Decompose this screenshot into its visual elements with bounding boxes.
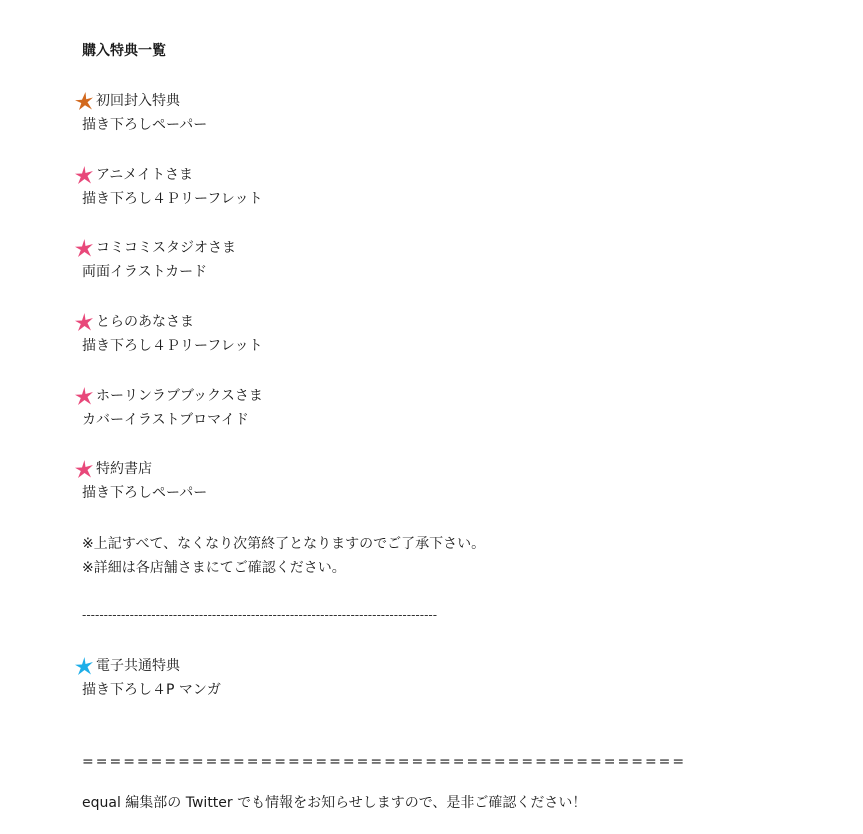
section-header [74, 656, 774, 676]
section-title: 初回封入特典 [96, 93, 180, 109]
orange-star-icon [74, 91, 94, 111]
section-description: 描き下ろし４Ｐリーフレット [82, 338, 263, 354]
pink-star-icon [74, 238, 94, 258]
pink-star-icon [74, 312, 94, 332]
pink-star-icon [74, 386, 94, 406]
section-description: 描き下ろしペーパー [82, 117, 208, 133]
section-description: 両面イラストカード [82, 264, 208, 280]
equals-separator: ============================================ [82, 754, 687, 770]
section-title: コミコミスタジオさま [96, 240, 236, 256]
note-line: ※上記すべて、なくなり次第終了となりますのでご了承下さい。 [82, 536, 486, 552]
section-header [74, 165, 774, 185]
section-partner-bookstores [74, 459, 774, 503]
section-animate [74, 165, 774, 209]
section-header [74, 91, 774, 111]
section-header [74, 386, 774, 406]
section-title: 特約書店 [96, 461, 152, 477]
section-header [74, 459, 774, 479]
footer-text: equal 編集部の Twitter でも情報をお知らせしますので、是非ご確認ください！ [82, 795, 587, 811]
section-comicomi-studio [74, 238, 774, 282]
section-title: とらのあなさま [96, 314, 194, 330]
section-first-print-bonus [74, 91, 774, 135]
dash-separator: ---------------------------------------------------------------------------------- [82, 608, 438, 622]
section-description: 描き下ろし４Ｐリーフレット [82, 191, 263, 207]
section-toranoana [74, 312, 774, 356]
notes [82, 532, 485, 580]
note-line: ※詳細は各店舗さまにてご確認ください。 [82, 560, 346, 576]
section-title: ホーリンラブブックスさま [96, 388, 263, 404]
blue-star-icon [74, 656, 94, 676]
section-description: 描き下ろし４P マンガ [82, 682, 221, 698]
section-header [74, 312, 774, 332]
section-title: アニメイトさま [96, 167, 194, 183]
section-header [74, 238, 774, 258]
section-description: 描き下ろしペーパー [82, 485, 208, 501]
page-title: 購入特典一覧 [82, 43, 166, 59]
section-description: カバーイラストブロマイド [82, 412, 249, 428]
section-holly-love-books [74, 386, 774, 430]
section-digital-bonus [74, 656, 774, 700]
pink-star-icon [74, 459, 94, 479]
section-title: 電子共通特典 [96, 658, 180, 674]
pink-star-icon [74, 165, 94, 185]
